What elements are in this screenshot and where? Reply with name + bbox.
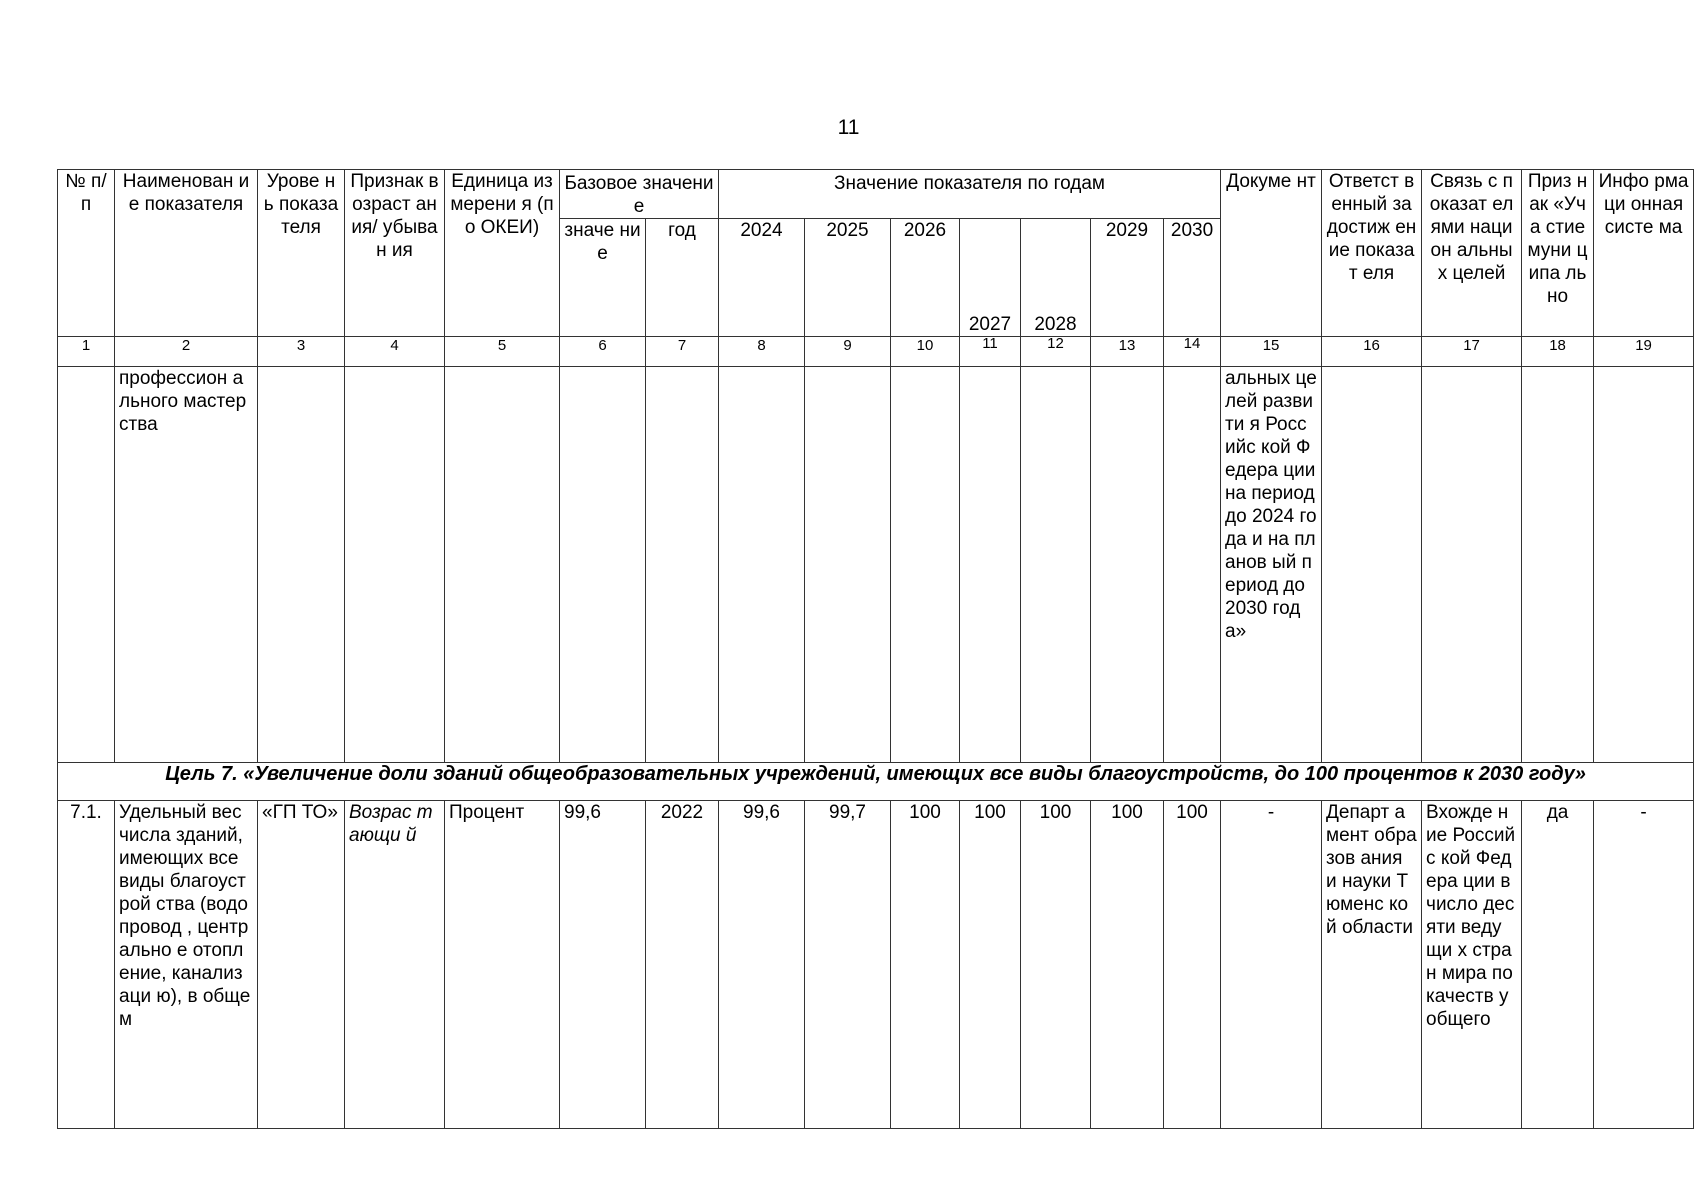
base-value: 99,6 xyxy=(560,801,646,1129)
cell-empty xyxy=(1594,367,1694,763)
column-number: 16 xyxy=(1322,337,1422,367)
indicator-trend: Возрас тающи й xyxy=(345,801,445,1129)
header-level: Урове нь показа теля xyxy=(258,170,345,337)
cell-empty xyxy=(258,367,345,763)
header-year-2030: 2030 xyxy=(1164,219,1221,337)
page-number: 11 xyxy=(837,116,860,139)
cell-empty xyxy=(445,367,560,763)
value-2029: 100 xyxy=(1091,801,1164,1129)
cell-empty xyxy=(1522,367,1594,763)
indicator-municipal: да xyxy=(1522,801,1594,1129)
header-year-2028: 2028 xyxy=(1021,219,1091,337)
header-year-2024: 2024 xyxy=(719,219,805,337)
column-number: 11 xyxy=(960,337,1021,367)
column-number: 18 xyxy=(1522,337,1594,367)
indicator-document: - xyxy=(1221,801,1322,1129)
goal-title: Цель 7. «Увеличение доли зданий общеобразовательных учреждений, имеющих все виды благоустройств, до 100 процентов к 2030 году» xyxy=(58,763,1694,801)
header-responsible: Ответст венный за достиж ение показат еля xyxy=(1322,170,1422,337)
header-info-system: Инфо рмаци онная систе ма xyxy=(1594,170,1694,337)
header-municipal: Приз нак «Уча стие муни ципа льно xyxy=(1522,170,1594,337)
column-number: 1 xyxy=(58,337,115,367)
indicator-level: «ГП ТО» xyxy=(258,801,345,1129)
row-number: 7.1. xyxy=(58,801,115,1129)
header-years-group: Значение показателя по годам xyxy=(719,170,1221,219)
cell-empty xyxy=(891,367,960,763)
indicator-unit: Процент xyxy=(445,801,560,1129)
header-row-top xyxy=(58,170,1694,219)
header-year-2027: 2027 xyxy=(960,219,1021,337)
column-number: 19 xyxy=(1594,337,1694,367)
value-2028: 100 xyxy=(1021,801,1091,1129)
column-number: 14 xyxy=(1164,337,1221,367)
column-number: 12 xyxy=(1021,337,1091,367)
column-number: 3 xyxy=(258,337,345,367)
cell-empty xyxy=(1422,367,1522,763)
header-year-2029: 2029 xyxy=(1091,219,1164,337)
value-2025: 99,7 xyxy=(805,801,891,1129)
header-trend: Признак возраст ания/ убыван ия xyxy=(345,170,445,337)
column-number: 2 xyxy=(115,337,258,367)
indicators-table xyxy=(57,169,1694,1129)
cell-empty xyxy=(805,367,891,763)
column-number: 13 xyxy=(1091,337,1164,367)
column-number: 17 xyxy=(1422,337,1522,367)
header-year-2025: 2025 xyxy=(805,219,891,337)
cell-empty xyxy=(1322,367,1422,763)
header-base-value: значе ние xyxy=(560,219,646,337)
indicator-info-system: - xyxy=(1594,801,1694,1129)
header-document: Докуме нт xyxy=(1221,170,1322,337)
column-number: 15 xyxy=(1221,337,1322,367)
indicator-national-link: Вхожде ние Российс кой Федера ции в число десяти ведущи х стран мира по качеств у общего xyxy=(1422,801,1522,1129)
cell-empty xyxy=(345,367,445,763)
cell-empty xyxy=(58,367,115,763)
column-number: 4 xyxy=(345,337,445,367)
cell-empty xyxy=(960,367,1021,763)
column-number: 9 xyxy=(805,337,891,367)
base-year: 2022 xyxy=(646,801,719,1129)
column-number: 6 xyxy=(560,337,646,367)
value-2030: 100 xyxy=(1164,801,1221,1129)
cell-empty xyxy=(646,367,719,763)
header-national-link: Связь с показат елями национ альных целей xyxy=(1422,170,1522,337)
cell-empty xyxy=(1164,367,1221,763)
header-base-year: год xyxy=(646,219,719,337)
column-number: 8 xyxy=(719,337,805,367)
header-unit: Единица измерени я (по ОКЕИ) xyxy=(445,170,560,337)
header-year-2026: 2026 xyxy=(891,219,960,337)
cell-empty xyxy=(719,367,805,763)
value-2024: 99,6 xyxy=(719,801,805,1129)
goal-row xyxy=(58,763,1694,801)
header-name: Наименован ие показателя xyxy=(115,170,258,337)
continuation-row xyxy=(58,367,1694,763)
column-number: 5 xyxy=(445,337,560,367)
continuation-document: альных целей развити я Российс кой Федера ции на период до 2024 года и на планов ый период до 2030 года» xyxy=(1221,367,1322,763)
column-number: 7 xyxy=(646,337,719,367)
continuation-name: профессион ального мастерства xyxy=(115,367,258,763)
cell-empty xyxy=(1021,367,1091,763)
indicator-responsible: Департ амент образов ания и науки Тюменс кой области xyxy=(1322,801,1422,1129)
cell-empty xyxy=(1091,367,1164,763)
header-no: № п/п xyxy=(58,170,115,337)
indicator-name: Удельный вес числа зданий, имеющих все виды благоустрой ства (водопровод , центрально е отопление, канализаци ю), в общем xyxy=(115,801,258,1129)
cell-empty xyxy=(560,367,646,763)
column-number-row xyxy=(58,337,1694,367)
value-2027: 100 xyxy=(960,801,1021,1129)
header-base-group: Базовое значение xyxy=(560,170,719,219)
indicator-row-7-1 xyxy=(58,801,1694,1129)
value-2026: 100 xyxy=(891,801,960,1129)
column-number: 10 xyxy=(891,337,960,367)
